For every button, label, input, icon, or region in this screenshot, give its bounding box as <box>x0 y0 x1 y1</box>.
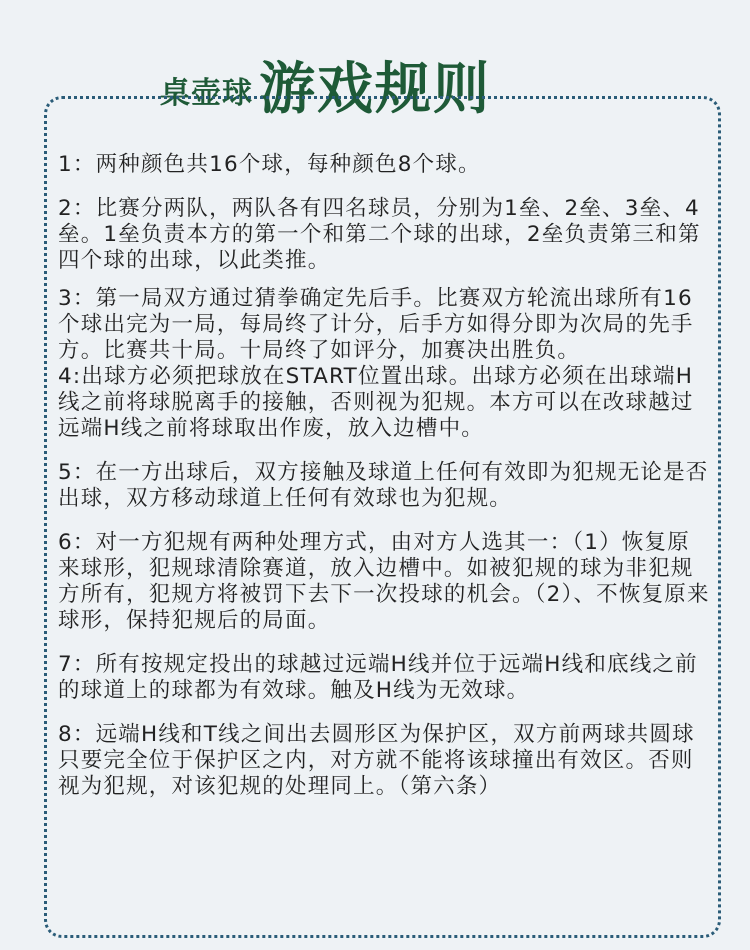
rule-item: 2：比赛分两队，两队各有四名球员，分别为1垒、2垒、3垒、4垒。1垒负责本方的第一个和第二个球的出球，2垒负责第三和第四个球的出球，以此类推。 <box>58 196 701 273</box>
rule-item: 6：对一方犯规有两种处理方式，由对方人选其一：（1）恢复原来球形，犯规球清除赛道，放入边槽中。如被犯规的球为非犯规方所有，犯规方将被罚下去下一次投球的机会。（2）、不恢复原来球形，保持犯规后的局面。 <box>58 530 710 633</box>
title-main: 游戏规则 <box>259 57 491 122</box>
rule-item: 4:出球方必须把球放在START位置出球。出球方必须在出球端H线之前将球脱离手的接触，否则视为犯规。本方可以在改球越过远端H线之前将球取出作废，放入边槽中。 <box>58 364 694 441</box>
rule-item: 1：两种颜色共16个球，每种颜色8个球。 <box>58 152 481 177</box>
rule-item: 8：远端H线和T线之间出去圆形区为保护区，双方前两球共圆球只要完全位于保护区之内，对方就不能将该球撞出有效区。否则视为犯规，对该犯规的处理同上。（第六条） <box>58 722 695 799</box>
rule-item: 7：所有按规定投出的球越过远端H线并位于远端H线和底线之前的球道上的球都为有效球。触及H线为无效球。 <box>58 652 698 703</box>
rule-item: 5：在一方出球后，双方接触及球道上任何有效即为犯规无论是否出球，双方移动球道上任何有效球也为犯规。 <box>58 460 709 511</box>
title-prefix: 桌壶球 <box>160 76 253 111</box>
rule-item: 3：第一局双方通过猜拳确定先后手。比赛双方轮流出球所有16个球出完为一局，每局终了计分，后手方如得分即为次局的先手方。比赛共十局。十局终了如评分，加赛决出胜负。 <box>58 286 694 363</box>
rules-list <box>58 152 710 800</box>
